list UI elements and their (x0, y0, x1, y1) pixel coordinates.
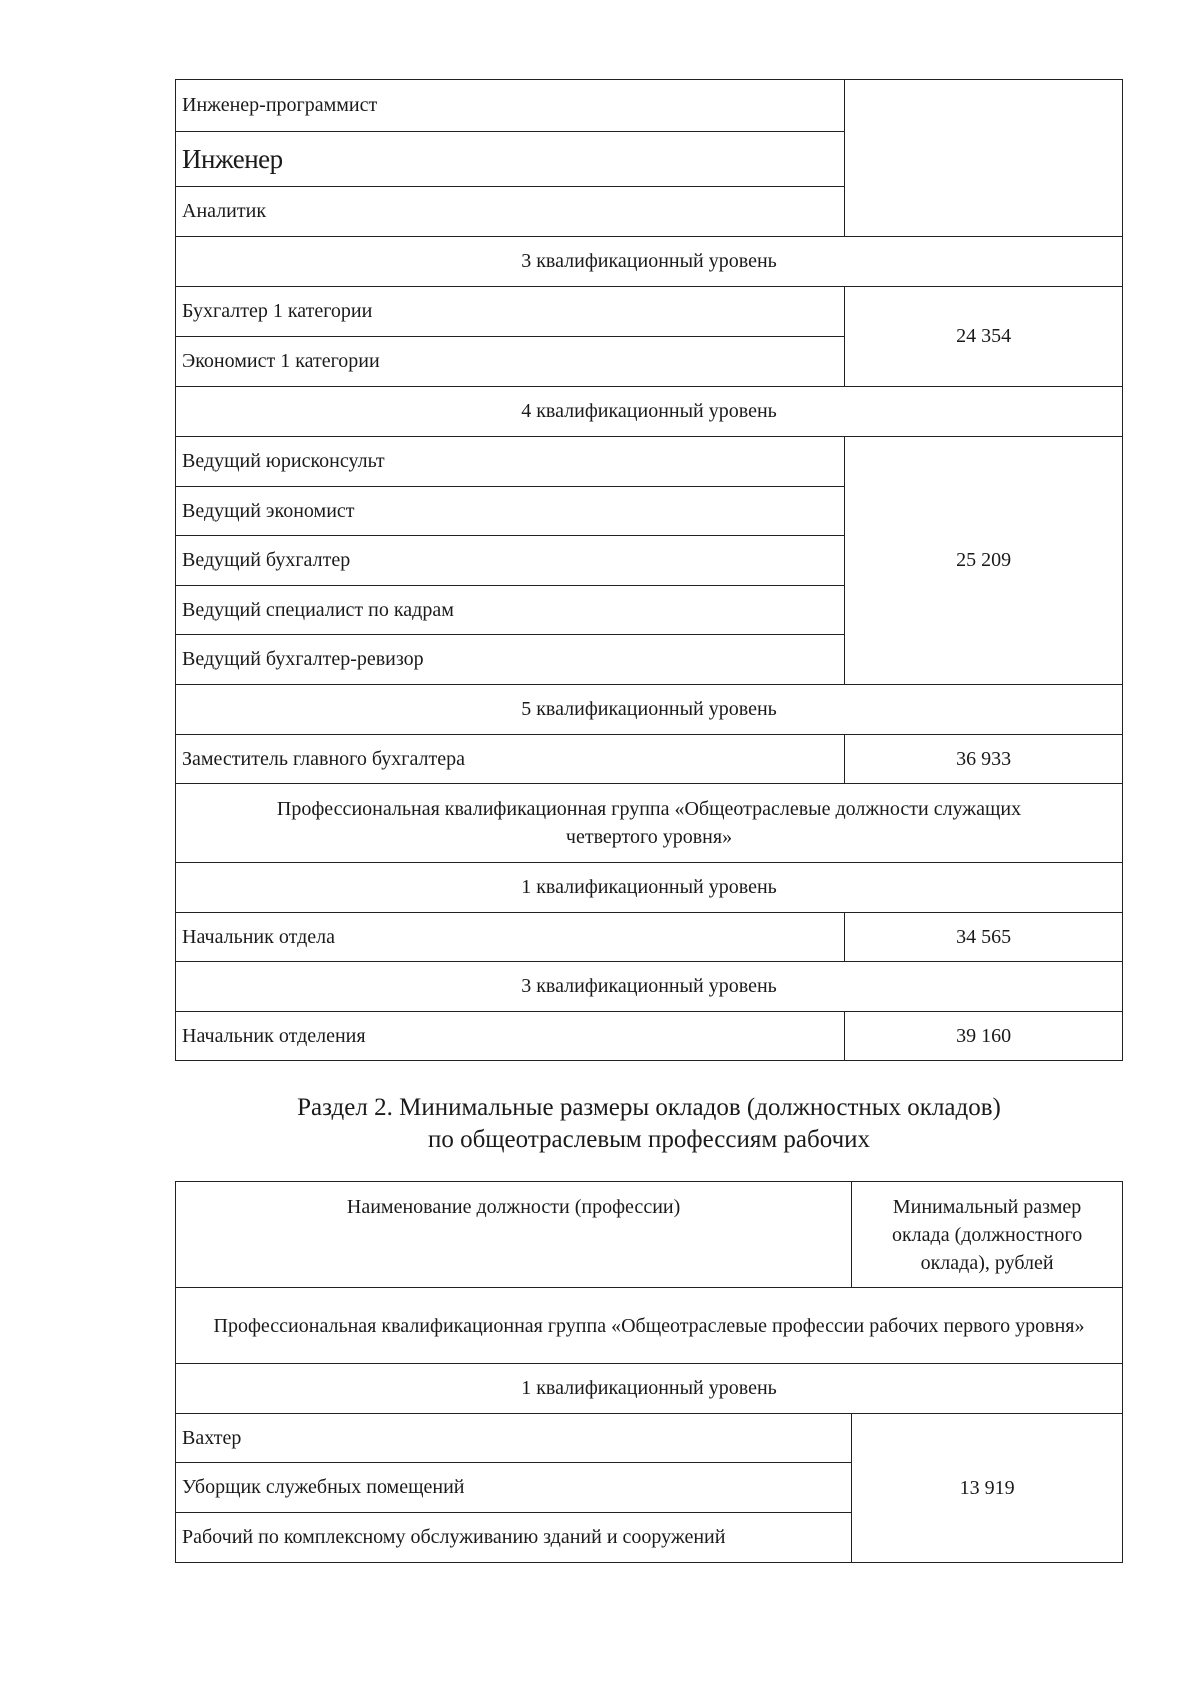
position-cell: Инженер (176, 132, 845, 187)
salary-cell: 34 565 (845, 913, 1123, 962)
position-cell: Начальник отдела (176, 913, 845, 962)
position-cell: Рабочий по комплексному обслуживанию зданий и сооружений (176, 1513, 852, 1563)
salary-cell: 36 933 (845, 735, 1123, 784)
position-cell: Заместитель главного бухгалтера (176, 735, 845, 784)
position-cell: Уборщик служебных помещений (176, 1463, 852, 1513)
level-header: 3 квалификационный уровень (176, 237, 1123, 287)
group-header: Профессиональная квалификационная группа «Общеотраслевые профессии рабочих первого уровня» (176, 1288, 1123, 1364)
level-header: 3 квалификационный уровень (176, 962, 1123, 1012)
level-header: 4 квалификационный уровень (176, 387, 1123, 437)
staff-salary-table (175, 79, 1123, 1061)
position-cell: Инженер-программист (176, 80, 845, 132)
salary-cell: 13 919 (852, 1414, 1123, 1563)
level-header: 5 квалификационный уровень (176, 685, 1123, 735)
salary-cell: 39 160 (845, 1012, 1123, 1061)
position-cell: Вахтер (176, 1414, 852, 1463)
section-title-line: Раздел 2. Минимальные размеры окладов (должностных окладов) (297, 1094, 1001, 1121)
position-cell: Ведущий экономист (176, 487, 845, 536)
position-cell: Аналитик (176, 187, 845, 237)
section-title-line: по общеотраслевым профессиям рабочих (427, 1126, 871, 1153)
salary-cell: 25 209 (845, 437, 1123, 685)
group-header: Профессиональная квалификационная группа «Общеотраслевые должности служащих четвертого уровня» (176, 784, 1123, 863)
position-cell: Начальник отделения (176, 1012, 845, 1061)
position-cell: Ведущий юрисконсульт (176, 437, 845, 487)
position-cell: Ведущий бухгалтер-ревизор (176, 635, 845, 685)
position-cell: Бухгалтер 1 категории (176, 287, 845, 337)
position-cell: Ведущий специалист по кадрам (176, 586, 845, 635)
position-cell: Ведущий бухгалтер (176, 536, 845, 586)
salary-cell-empty (845, 80, 1123, 237)
position-cell: Экономист 1 категории (176, 337, 845, 387)
level-header: 1 квалификационный уровень (176, 1364, 1123, 1414)
level-header: 1 квалификационный уровень (176, 863, 1123, 913)
header-name-cell: Наименование должности (профессии) (176, 1182, 852, 1288)
header-salary-cell: Минимальный размер оклада (должностного оклада), рублей (852, 1182, 1123, 1288)
section-title (175, 1092, 1123, 1156)
salary-cell: 24 354 (845, 287, 1123, 387)
workers-salary-table (175, 1181, 1123, 1563)
